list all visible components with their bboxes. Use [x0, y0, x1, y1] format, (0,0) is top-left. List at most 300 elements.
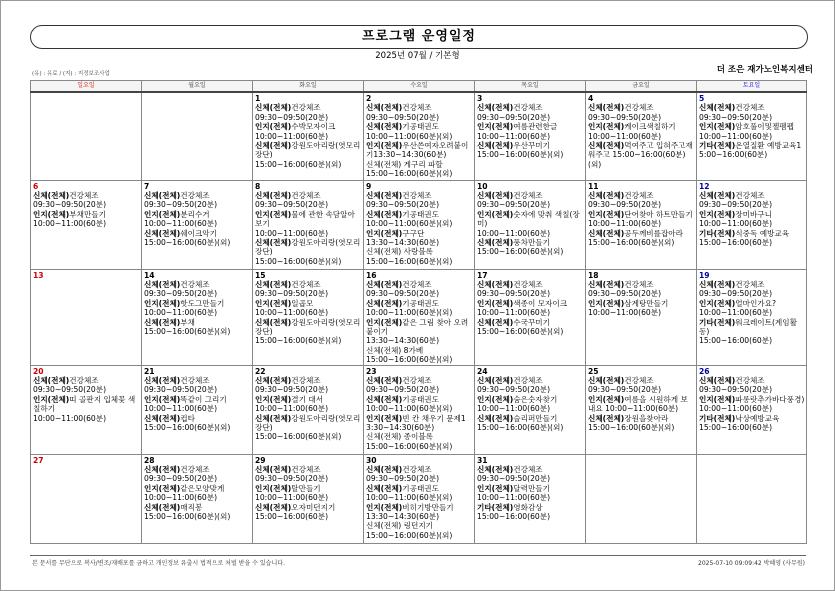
schedule-entry [366, 376, 473, 385]
schedule-entry [477, 280, 584, 289]
program-detail: 09:30~09:50(20분) [588, 200, 662, 210]
schedule-entry [144, 210, 251, 219]
program-category: 인지(전체) [477, 209, 514, 219]
day-cell [31, 180, 142, 269]
schedule-entry [477, 150, 584, 159]
program-category: 신체(전체) [366, 483, 403, 493]
schedule-entry [366, 299, 473, 308]
schedule-entry [144, 327, 251, 336]
schedule-entry [144, 238, 251, 247]
program-category: 신체(전체) [33, 375, 70, 385]
schedule-entry [255, 191, 362, 200]
program-category: 신체(전체) [144, 464, 181, 474]
program-detail: 건강체조 [624, 103, 654, 113]
program-detail: 강원도아리랑(엿모리장단) [255, 237, 361, 257]
day-number: 8 [255, 181, 261, 191]
day-cell [586, 365, 697, 454]
schedule-entry [477, 210, 584, 229]
schedule-entry [477, 484, 584, 493]
program-detail: 09:30~09:50(20분) [144, 289, 218, 299]
program-detail: 강원도아리랑(엿모리장단) [255, 413, 361, 432]
program-detail: 건강체조 [402, 375, 432, 385]
program-detail: 15:00~16:00(60분)(외) [144, 423, 231, 432]
program-category: 신체(전체) [255, 190, 292, 200]
program-category: 인지(전체) [699, 394, 736, 404]
program-detail: 숫자에 맞춰 색칠(장미) [477, 209, 580, 229]
program-detail: 10:00~11:00(60분) [33, 219, 107, 229]
page-title: 프로그램 운영일정 [30, 25, 808, 49]
day-number: 28 [144, 455, 155, 465]
program-detail: 건강체조 [735, 279, 765, 289]
schedule-entry [699, 395, 805, 404]
program-detail: 09:30~09:50(20분) [699, 112, 773, 122]
program-category: 신체(전체) [255, 237, 292, 247]
program-detail: 건강체조 [513, 279, 543, 289]
program-detail: 10:00~11:00(60분) [477, 493, 551, 503]
program-category: 신체(전체) [477, 190, 514, 200]
day-cell [253, 269, 364, 365]
program-detail: 분리수거 [180, 209, 210, 219]
program-category: 인지(전체) [477, 122, 514, 132]
program-detail: 우산꾸미기 [513, 141, 550, 151]
schedule-entry [588, 141, 695, 169]
program-detail: 수박모자이크 [291, 122, 336, 132]
day-cell [142, 365, 253, 454]
schedule-entry [366, 404, 473, 413]
schedule-entry [366, 132, 473, 141]
day-number: 13 [33, 270, 44, 280]
week-row [31, 180, 807, 269]
legend-text: (유) : 유료 / (지) : 지정보조사업 [32, 71, 110, 77]
schedule-entry [366, 355, 473, 364]
program-category: 신체(전체) [699, 190, 736, 200]
schedule-entry [255, 432, 362, 441]
schedule-entry [699, 103, 805, 112]
program-detail: 식중독 예방교육 [735, 228, 790, 238]
program-detail: 건강체조 [402, 279, 432, 289]
schedule-entry [699, 122, 805, 131]
day-cell [475, 454, 586, 543]
program-category: 인지(전체) [366, 228, 403, 238]
program-category: 신체(전체) [588, 279, 625, 289]
schedule-entry [255, 299, 362, 308]
program-category: 신체(전체) [477, 375, 514, 385]
program-detail: 기공태권도 [402, 122, 439, 132]
program-detail: 건강체조 [180, 375, 210, 385]
program-detail: 건강체조 [513, 103, 543, 113]
schedule-entry [699, 219, 805, 228]
program-category: 인지(전체) [255, 209, 292, 219]
schedule-entry [477, 404, 584, 413]
day-number: 16 [366, 270, 377, 280]
program-category: 신체(전체) [255, 103, 292, 113]
program-detail: 15:00~16:00(60분)(외) [588, 237, 675, 247]
program-detail: 띠 골판지 입체꽃 색칠하기 [33, 394, 136, 414]
day-cell [697, 454, 807, 543]
program-detail: 기공태권도 [402, 394, 439, 404]
schedule-entry [255, 512, 362, 521]
program-category: 신체(전체) [699, 375, 736, 385]
program-detail: 09:30~09:50(20분) [33, 200, 107, 210]
schedule-entry [477, 103, 584, 112]
program-detail: 15:00~16:00(60분)(외) [366, 169, 453, 179]
schedule-entry [366, 346, 473, 355]
day-number: 18 [588, 270, 599, 280]
program-detail: 여름관련한글 [513, 122, 558, 132]
day-number: 10 [477, 181, 488, 191]
program-category: 기타(전체) [699, 228, 736, 238]
program-detail: 09:30~09:50(20분) [699, 200, 773, 210]
day-number: 24 [477, 366, 488, 376]
schedule-entry [144, 280, 251, 289]
day-number: 7 [144, 181, 150, 191]
schedule-entry [477, 132, 584, 141]
program-category: 인지(전체) [588, 298, 625, 308]
program-category: 신체(전체) [588, 375, 625, 385]
program-category: 인지(전체) [33, 394, 70, 404]
program-detail: 15:00~16:00(60분)(외) [255, 256, 342, 266]
schedule-entry [366, 336, 473, 345]
schedule-entry [144, 229, 251, 238]
program-detail: 건강체조 [624, 190, 654, 200]
program-detail: 09:30~09:50(20분) [144, 474, 218, 484]
program-detail: 09:30~09:50(20분) [699, 289, 773, 299]
program-category: 신체(전체) [588, 103, 625, 113]
day-number: 27 [33, 455, 44, 465]
day-cell [31, 365, 142, 454]
schedule-entry [255, 474, 362, 483]
program-category: 인지(전체) [255, 122, 292, 132]
program-detail: 09:30~09:50(20분) [699, 385, 773, 395]
day-cell [364, 180, 475, 269]
program-category: 신체(전체) [255, 464, 292, 474]
program-detail: 신체(전체) 링던지기 [366, 521, 434, 531]
program-detail: 09:30~09:50(20분) [144, 200, 218, 210]
schedule-entry [588, 103, 695, 112]
program-detail: 09:30~09:50(20분) [588, 289, 662, 299]
schedule-entry [366, 141, 473, 160]
program-detail: 10:00~11:00(60분) [588, 219, 662, 229]
program-detail: 장원을찾아라 [624, 413, 669, 423]
schedule-entry [699, 414, 805, 423]
schedule-entry [699, 210, 805, 219]
day-cell [586, 454, 697, 543]
schedule-entry [699, 238, 805, 247]
day-cell [142, 454, 253, 543]
schedule-entry [477, 423, 584, 432]
program-detail: 기공태권도 [402, 483, 439, 493]
schedule-entry [33, 219, 140, 228]
schedule-entry [255, 141, 362, 160]
program-detail: 15:00~16:00(60분)(외) [144, 512, 231, 521]
program-category: 신체(전체) [144, 375, 181, 385]
day-cell [142, 269, 253, 365]
program-category: 인지(전체) [366, 502, 403, 512]
schedule-entry [588, 308, 695, 317]
schedule-entry [366, 122, 473, 131]
program-detail: 09:30~09:50(20분) [477, 289, 551, 299]
schedule-entry [33, 385, 140, 394]
day-number: 2 [366, 94, 372, 103]
program-detail: 10:00~11:00(60분) [477, 228, 551, 238]
schedule-entry [477, 318, 584, 327]
day-cell [31, 92, 142, 180]
program-detail: 09:30~09:50(20분) [366, 385, 440, 395]
day-cell [475, 365, 586, 454]
schedule-entry [588, 113, 695, 122]
program-category: 신체(전체) [477, 103, 514, 113]
schedule-entry [144, 484, 251, 493]
schedule-entry [144, 512, 251, 521]
schedule-entry [477, 122, 584, 131]
schedule-entry [699, 132, 805, 141]
schedule-entry [366, 414, 473, 433]
schedule-entry [588, 238, 695, 247]
program-detail: 낙상예방교육 [735, 413, 780, 423]
program-category: 인지(전체) [366, 317, 403, 327]
program-detail: 15:00~16:00(60분)(외) [477, 150, 564, 160]
program-category: 신체(전체) [255, 279, 292, 289]
schedule-entry [144, 200, 251, 209]
day-cell [364, 454, 475, 543]
schedule-entry [588, 395, 695, 414]
program-category: 신체(전체) [366, 103, 403, 113]
schedule-entry [144, 219, 251, 228]
program-detail: 15:00~16:00(60분)(외) [477, 326, 564, 336]
schedule-entry [255, 493, 362, 502]
schedule-entry [144, 289, 251, 298]
program-detail: 09:30~09:50(20분) [255, 289, 329, 299]
program-detail: 09:30~09:50(20분) [588, 112, 662, 122]
schedule-entry [255, 132, 362, 141]
day-number: 3 [477, 94, 483, 103]
program-detail: 건강체조 [735, 103, 765, 113]
program-detail: 10:00~11:00(60분) [477, 308, 551, 318]
program-detail: 건강체조 [402, 103, 432, 113]
program-detail: 15:00~16:00(60분) [255, 512, 329, 521]
program-detail: 09:30~09:50(20분) [33, 385, 107, 395]
program-detail: 쉐이크악기 [180, 228, 217, 238]
program-detail: 기공태권도 [402, 209, 439, 219]
program-category: 기타(전체) [477, 502, 514, 512]
schedule-entry [255, 385, 362, 394]
schedule-entry [477, 474, 584, 483]
program-category: 신체(전체) [699, 279, 736, 289]
schedule-entry [366, 493, 473, 502]
weekday-thu: 목요일 [475, 81, 586, 93]
program-detail: 풍차만들기 [513, 237, 550, 247]
day-cell [31, 454, 142, 543]
program-detail: 10:00~11:00(60분) [255, 493, 329, 503]
program-detail: 15:00~16:00(60분) [477, 512, 551, 521]
week-row [31, 92, 807, 180]
schedule-entry [366, 465, 473, 474]
program-category: 신체(전체) [255, 317, 292, 327]
program-category: 신체(전체) [255, 502, 292, 512]
schedule-entry [588, 423, 695, 432]
program-category: 신체(전체) [477, 317, 514, 327]
schedule-entry [477, 113, 584, 122]
day-number: 15 [255, 270, 266, 280]
program-detail: 건강체조 [291, 103, 321, 113]
day-cell [697, 365, 807, 454]
program-detail: 10:00~11:00(60분) [144, 493, 218, 503]
schedule-entry [144, 299, 251, 308]
schedule-entry [255, 465, 362, 474]
program-category: 기타(전체) [699, 317, 736, 327]
schedule-entry [699, 113, 805, 122]
program-detail: 부채 [180, 317, 195, 327]
program-detail: 10:00~11:00(60분) [699, 404, 773, 414]
day-number: 14 [144, 270, 155, 280]
schedule-entry [144, 385, 251, 394]
schedule-entry [477, 229, 584, 238]
program-detail: 09:30~09:50(20분) [477, 385, 551, 395]
program-detail: 09:30~09:50(20분) [366, 474, 440, 484]
program-detail: 신체(전체) 사랑블록 [366, 247, 434, 257]
program-category: 인지(전체) [588, 394, 625, 404]
program-detail: 15:00~16:00(60분) [699, 423, 773, 432]
program-category: 인지(전체) [588, 209, 625, 219]
schedule-entry [477, 493, 584, 502]
schedule-entry [699, 376, 805, 385]
schedule-entry [699, 423, 805, 432]
program-detail: 건강체조 [735, 190, 765, 200]
program-detail: 컵타 [180, 413, 195, 423]
weekday-mon: 월요일 [142, 81, 253, 93]
program-detail: 슬리퍼만들기 [513, 413, 558, 423]
schedule-entry [366, 521, 473, 530]
day-number: 5 [699, 94, 705, 103]
program-category: 신체(전체) [366, 394, 403, 404]
weekday-fri: 금요일 [586, 81, 697, 93]
schedule-entry [588, 229, 695, 238]
schedule-entry [477, 376, 584, 385]
schedule-entry [33, 191, 140, 200]
program-detail: 같은모양맞게 [180, 483, 225, 493]
schedule-entry [699, 308, 805, 317]
program-detail: 같은 그림 찾아 오려 붙이기 [366, 317, 469, 336]
day-number: 21 [144, 366, 155, 376]
program-detail: 건강체조 [402, 190, 432, 200]
program-category: 신체(전체) [477, 237, 514, 247]
day-cell [253, 454, 364, 543]
day-cell [31, 269, 142, 365]
week-row [31, 269, 807, 365]
schedule-entry [588, 289, 695, 298]
program-detail: 삼계탕만들기 [624, 298, 669, 308]
program-detail: 오자미던지기 [291, 502, 336, 512]
program-detail: 10:00~11:00(60분) [255, 308, 329, 318]
schedule-entry [366, 160, 473, 169]
program-detail: 건강체조 [513, 375, 543, 385]
program-category: 인지(전체) [477, 298, 514, 308]
day-cell [364, 365, 475, 454]
program-detail: 09:30~09:50(20분) [366, 112, 440, 122]
schedule-entry [366, 503, 473, 512]
schedule-entry [588, 385, 695, 394]
schedule-entry [255, 318, 362, 337]
program-detail: 신체(전체) 종이블록 [366, 432, 434, 442]
schedule-entry [144, 404, 251, 413]
day-cell [475, 180, 586, 269]
schedule-entry [255, 376, 362, 385]
schedule-entry [366, 103, 473, 112]
program-detail: 달력만들기 [513, 483, 550, 493]
program-detail: 09:30~09:50(20분) [255, 112, 329, 122]
program-detail: 부채만들기 [69, 209, 106, 219]
schedule-entry [366, 395, 473, 404]
program-category: 신체(전체) [144, 317, 181, 327]
program-category: 인지(전체) [144, 483, 181, 493]
schedule-entry [588, 200, 695, 209]
weekday-sat: 토요일 [697, 81, 807, 93]
schedule-entry [588, 299, 695, 308]
schedule-entry [144, 503, 251, 512]
program-category: 기타(전체) [699, 413, 736, 423]
schedule-entry [255, 257, 362, 266]
schedule-entry [477, 385, 584, 394]
program-detail: 기공태권도 [402, 298, 439, 308]
weekday-tue: 화요일 [253, 81, 364, 93]
schedule-entry [699, 318, 805, 337]
program-detail: 수국꾸미기 [513, 317, 550, 327]
schedule-entry [588, 414, 695, 423]
schedule-entry [366, 385, 473, 394]
program-detail: 09:30~09:50(20분) [477, 474, 551, 484]
program-category: 신체(전체) [366, 122, 403, 132]
program-detail: 10:00~11:00(60분) [255, 228, 329, 238]
schedule-entry [144, 465, 251, 474]
program-detail: 15:00~16:00(60분)(외) [255, 159, 342, 169]
schedule-entry [477, 512, 584, 521]
day-number: 19 [699, 270, 710, 280]
program-category: 신체(전체) [144, 228, 181, 238]
program-category: 신체(전체) [255, 413, 292, 423]
program-detail: 똑같이 그리기 [180, 394, 227, 404]
schedule-entry [255, 484, 362, 493]
schedule-entry [477, 238, 584, 247]
day-cell [586, 180, 697, 269]
program-category: 신체(전체) [144, 502, 181, 512]
schedule-entry [255, 200, 362, 209]
program-detail: 건강체조 [180, 279, 210, 289]
schedule-entry [477, 465, 584, 474]
day-cell [697, 180, 807, 269]
program-detail: 숨은숫자찾기 [513, 394, 558, 404]
program-detail: 건강체조 [624, 375, 654, 385]
schedule-entry [144, 423, 251, 432]
program-detail: 10:00~11:00(60분)(외) [366, 308, 453, 318]
schedule-entry [255, 280, 362, 289]
schedule-entry [366, 432, 473, 441]
schedule-entry [144, 318, 251, 327]
program-category: 신체(전체) [255, 375, 292, 385]
program-category: 신체(전체) [144, 190, 181, 200]
schedule-entry [699, 299, 805, 308]
day-number: 4 [588, 94, 594, 103]
schedule-entry [255, 210, 362, 229]
program-category: 기타(전체) [699, 141, 736, 151]
schedule-entry [699, 280, 805, 289]
program-detail: 빈 칸 채우기 문제13:30~14:30(60분) [366, 413, 466, 432]
program-detail: 구구단 [402, 228, 425, 238]
schedule-entry [477, 327, 584, 336]
schedule-entry [255, 238, 362, 257]
program-category: 신체(전체) [366, 375, 403, 385]
program-detail: 15:00~16:00(60분)(외) [588, 423, 675, 432]
program-category: 신체(전체) [588, 141, 625, 151]
